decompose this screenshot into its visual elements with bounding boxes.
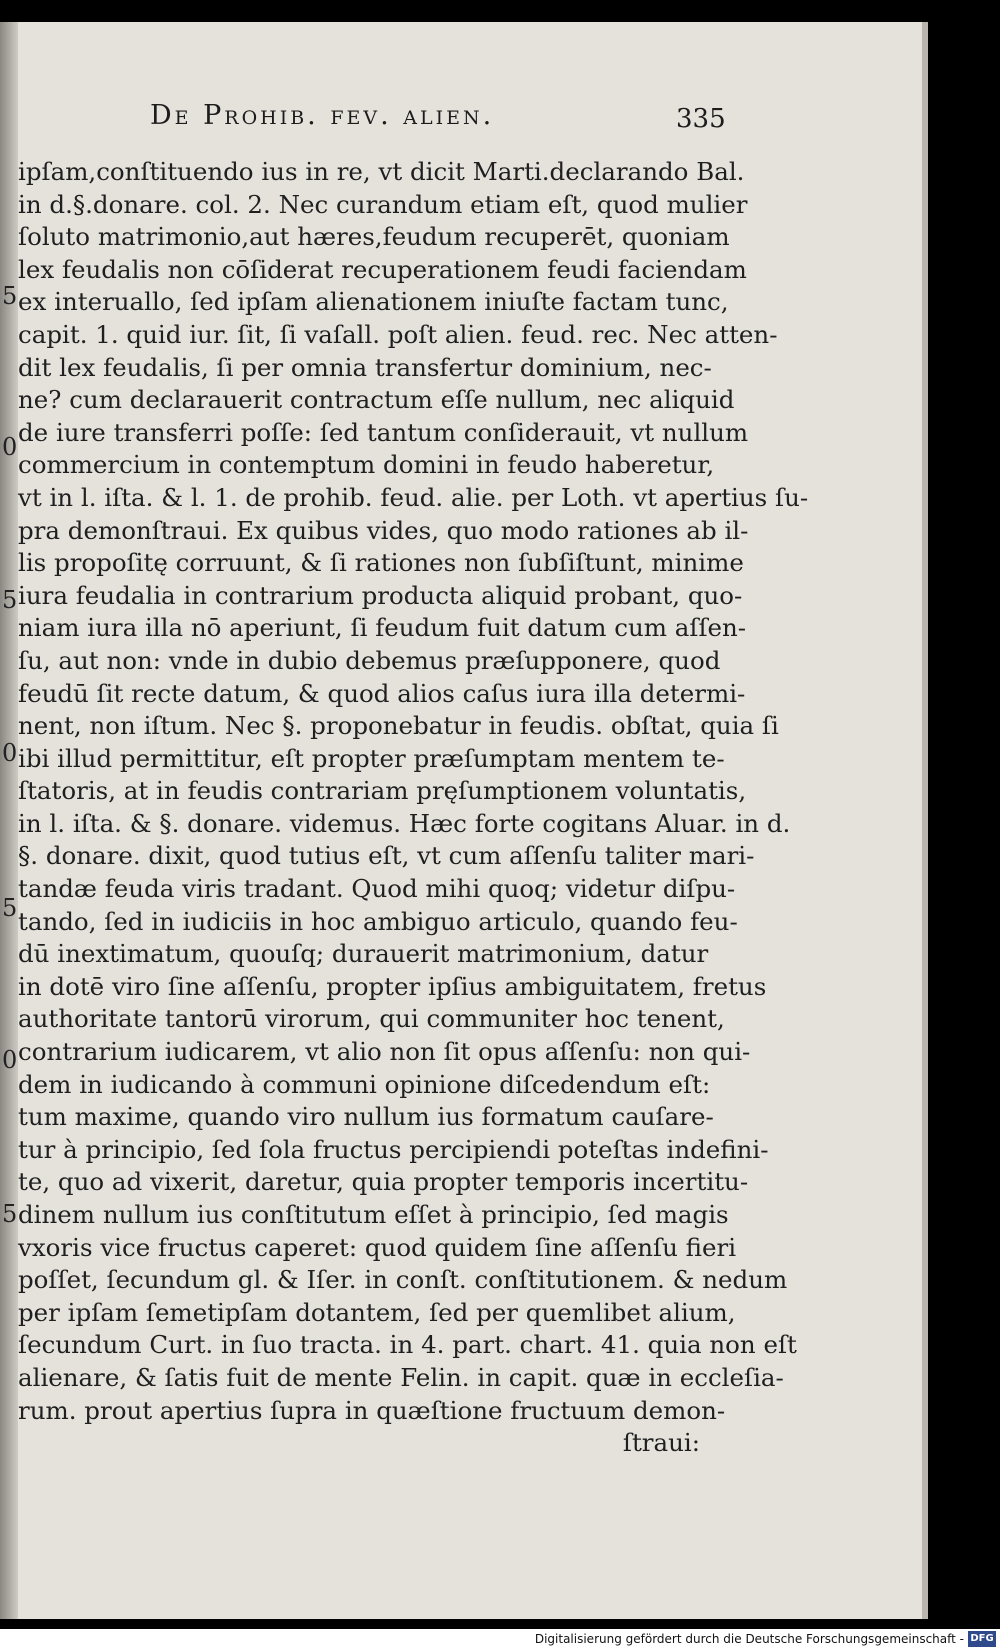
text-line: niam iura illa nō aperiunt, ſi feudum fuit datum cum aſſen- [18,613,747,643]
text-line: ne? cum declarauerit contractum eſſe nullum, nec aliquid [18,385,735,415]
text-line: in dotē viro ſine aſſenſu, propter ipſius ambiguitatem, fretus [18,971,767,1001]
text-line: capit. 1. quid iur. ſit, ſi vaſall. poſt alien. feud. rec. Nec atten- [18,319,778,349]
text-line: ibi illud permittitur, eſt propter præſumptam mentem te- [18,743,725,773]
text-line: ſu, aut non: vnde in dubio debemus præſupponere, quod [18,645,721,675]
text-line: dem in iudicando à communi opinione diſcedendum eſt: [18,1069,711,1099]
line-number: 5 [2,894,18,922]
footer-credit: Digitalisierung gefördert durch die Deutsche Forschungsgemeinschaft - [534,1632,964,1646]
line-number: 5 [2,586,18,614]
page-edge [922,22,928,1619]
text-line: te, quo ad vixerit, daretur, quia propter temporis incertitu- [18,1167,749,1197]
body-text [18,156,809,1460]
text-line: lex feudalis non cōſiderat recuperationem feudi faciendam [18,254,747,284]
running-header: De Prohib. fev. alien. [150,100,495,131]
text-line: vxoris vice fructus caperet: quod quidem ſine aſſenſu fieri [18,1232,737,1262]
text-line: dit lex feudalis, ſi per omnia transfertur dominium, nec- [18,352,712,382]
line-number: 0 [2,1046,18,1074]
text-line: nent, non iſtum. Nec §. proponebatur in feudis. obſtat, quia ſi [18,711,779,741]
text-line: alienare, & ſatis fuit de mente Felin. in capit. quæ in eccleſia- [18,1362,784,1392]
text-line: §. donare. dixit, quod tutius eſt, vt cum aſſenſu taliter mari- [18,841,755,871]
text-line: commercium in contemptum domini in feudo haberetur, [18,450,715,480]
text-line: lis propoſitę corruunt, & ſi rationes non ſubſiſtunt, minime [18,548,744,578]
text-line: in d.§.donare. col. 2. Nec curandum etiam eſt, quod mulier [18,189,748,219]
text-line: poſſet, ſecundum gl. & Iſer. in conſt. conſtitutionem. & nedum [18,1265,788,1295]
text-line: authoritate tantorū virorum, qui communiter hoc tenent, [18,1004,725,1034]
line-number: 0 [2,433,18,461]
text-line: feudū ſit recte datum, & quod alios caſus iura illa determi- [18,678,746,708]
text-line: dinem nullum ius conſtitutum eſſet à principio, ſed magis [18,1200,729,1229]
text-line: tur à principio, ſed ſola fructus percipiendi poteſtas indefini- [18,1134,769,1164]
text-line: contrarium iudicarem, vt alio non ſit opus aſſenſu: non qui- [18,1037,751,1067]
text-line: tandæ feuda viris tradant. Quod mihi quoq; videtur diſpu- [18,874,736,904]
page-gutter-shadow [0,22,18,1619]
line-number: 5 [2,1200,18,1228]
text-line: tando, ſed in iudiciis in hoc ambiguo articulo, quando feu- [18,906,738,936]
text-line: dū inextimatum, quouſq; durauerit matrimonium, datur [18,939,709,969]
digitization-footer [0,1629,1000,1651]
text-line: pra demonſtraui. Ex quibus vides, quo modo rationes ab il- [18,515,749,545]
line-number: 5 [2,282,18,310]
page-number: 335 [676,104,726,134]
book-page [0,22,928,1619]
text-line: de iure transferri poſſe: ſed tantum conſiderauit, vt nullum [18,417,749,447]
text-line: ſtatoris, at in feudis contrariam pręſumptionem voluntatis, [18,776,747,806]
text-line: ſoluto matrimonio,aut hæres,feudum recuperēt, quoniam [18,222,730,252]
text-line: vt in l. iſta. & l. 1. de prohib. feud. alie. per Loth. vt apertius ſu- [18,482,809,512]
text-line: iura feudalia in contrarium producta aliquid probant, quo- [18,580,743,610]
text-line: ſecundum Curt. in ſuo tracta. in 4. part. chart. 41. quia non eſt [18,1330,797,1360]
line-number: 0 [2,739,18,767]
text-line: per ipſam ſemetipſam dotantem, ſed per quemlibet alium, [18,1297,736,1327]
text-line: ex interuallo, ſed ipſam alienationem iniuſte factam tunc, [18,287,729,317]
text-line: rum. prout apertius ſupra in quæſtione fructuum demon- [18,1395,726,1425]
dfg-logo-icon: DFG [968,1631,996,1647]
text-line: in l. iſta. & §. donare. videmus. Hæc forte cogitans Aluar. in d. [18,808,791,838]
text-line: ipſam,conſtituendo ius in re, vt dicit Marti.declarando Bal. [18,157,745,186]
text-line: tum maxime, quando viro nullum ius formatum cauſare- [18,1102,714,1132]
text-line: ſtraui: [622,1428,700,1458]
